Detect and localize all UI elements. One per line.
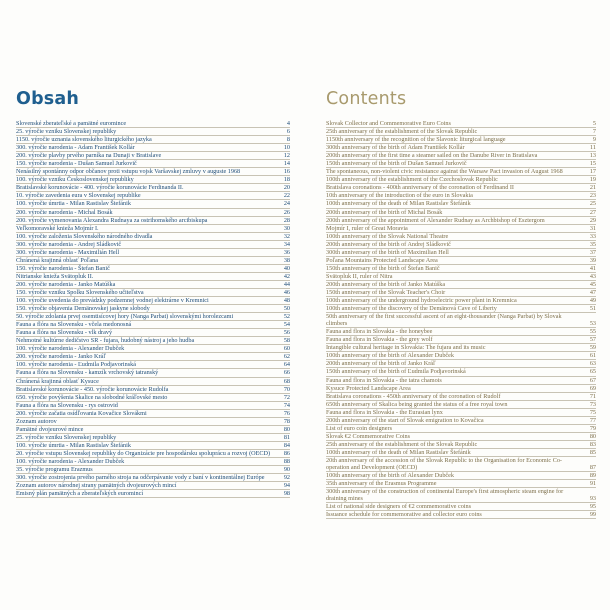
- toc-entry-page: 10: [283, 144, 290, 152]
- toc-entry: [326, 305, 596, 313]
- toc-entry-page: 8: [286, 136, 290, 144]
- toc-entry: [16, 233, 290, 241]
- toc-entry-page: 56: [283, 329, 290, 337]
- toc-entry-title: Fauna and flora in Slovakia - the honeybee: [326, 328, 433, 336]
- toc-entry-page: 68: [283, 377, 290, 385]
- toc-entry-page: 43: [589, 272, 596, 280]
- toc-entry: [16, 369, 290, 377]
- toc-entry: [16, 136, 290, 144]
- toc-list-english: [326, 120, 596, 519]
- toc-entry-title: Fauna a flóra na Slovensku - včela medonosná: [16, 321, 132, 329]
- toc-entry: [326, 377, 596, 385]
- toc-entry-title: 100th anniversary of the birth of Alexander Dubček: [326, 352, 455, 360]
- toc-entry-page: 29: [589, 216, 596, 224]
- toc-entry: [16, 281, 290, 289]
- toc-entry-title: 100th anniversary of the death of Milan Rastislav Štefánik: [326, 448, 471, 456]
- toc-entry: [326, 136, 596, 144]
- toc-entry-title: 50. výročie zdolania prvej osemtisícovej hory (Nanga Parbat) slovenskými horolezcami: [16, 313, 234, 321]
- toc-entry-title: Bratislavské korunovácie - 450. výročie korunovácie Rudolfa: [16, 385, 169, 393]
- toc-entry-page: 44: [283, 280, 290, 288]
- toc-entry-title: 150. výročie objavenia Demänovskej jaskyne slobody: [16, 305, 150, 313]
- toc-entry-title: 200. výročie narodenia - Michal Bosák: [16, 208, 113, 216]
- toc-entry-page: 72: [283, 393, 290, 401]
- toc-entry-page: 4: [286, 120, 290, 127]
- toc-entry-title: 100th anniversary of the underground hydroelectric power plant in Kremnica: [326, 297, 517, 305]
- toc-entry: [326, 120, 596, 128]
- toc-entry-page: 25: [589, 200, 596, 208]
- toc-entry-title: 150th anniversary of the Slovak Teacher's Choir: [326, 288, 446, 296]
- toc-entry: [326, 449, 596, 457]
- toc-entry-title: 100th anniversary of the death of Milan Rastislav Štefánik: [326, 200, 471, 208]
- toc-entry-title: Poľana Mountains Protected Landscape Area: [326, 256, 438, 264]
- toc-entry: [16, 466, 290, 474]
- toc-entry-title: 200th anniversary of the birth of Andrej Sládkovič: [326, 240, 451, 248]
- toc-entry: [326, 480, 596, 488]
- toc-entry-page: 80: [283, 425, 290, 433]
- toc-entry-page: 27: [589, 208, 596, 216]
- toc-entry-page: 28: [283, 216, 290, 224]
- toc-entry-page: 58: [283, 337, 290, 345]
- toc-entry: [326, 417, 596, 425]
- toc-entry: [16, 128, 290, 136]
- toc-entry-page: 95: [589, 503, 596, 511]
- toc-entry-page: 55: [589, 328, 596, 336]
- toc-entry: [326, 472, 596, 480]
- toc-entry-page: 70: [283, 385, 290, 393]
- toc-entry: [326, 209, 596, 217]
- toc-entry-page: 67: [589, 376, 596, 384]
- toc-entry-page: 13: [589, 152, 596, 160]
- toc-entry: [326, 273, 596, 281]
- toc-entry-page: 51: [589, 305, 596, 313]
- toc-entry-title: Bratislava coronations - 400th anniversary of the coronation of Ferdinand II: [326, 184, 514, 192]
- toc-entry: [326, 184, 596, 192]
- toc-entry-title: 10th anniversary of the introduction of the euro in Slovakia: [326, 192, 473, 200]
- toc-entry: [16, 184, 290, 192]
- toc-entry-title: 200th anniversary of the appointment of Alexander Rudnay as Archbishop of Esztergom: [326, 216, 545, 224]
- toc-entry: [16, 329, 290, 337]
- toc-entry: [326, 289, 596, 297]
- toc-entry-page: 6: [286, 128, 290, 136]
- toc-entry: [326, 393, 596, 401]
- toc-entry: [326, 503, 596, 511]
- toc-entry-page: 17: [589, 168, 596, 176]
- toc-entry: [326, 176, 596, 184]
- toc-entry: [16, 402, 290, 410]
- toc-entry-page: 36: [283, 248, 290, 256]
- toc-entry: [326, 401, 596, 409]
- toc-entry: [326, 152, 596, 160]
- toc-entry: [16, 273, 290, 281]
- toc-entry-page: 50: [283, 305, 290, 313]
- toc-entry-title: Pamätné dvojeurové mince: [16, 425, 84, 433]
- toc-entry-page: 38: [283, 256, 290, 264]
- toc-entry: [16, 482, 290, 490]
- toc-entry-page: 76: [283, 409, 290, 417]
- toc-entry: [16, 474, 290, 482]
- toc-entry-title: 300. výročie zostrojenia prvého parného stroja na odčerpávanie vody z baní v kontinentálnej Európe: [16, 474, 265, 482]
- toc-entry-page: 52: [283, 313, 290, 321]
- toc-entry: [326, 352, 596, 360]
- toc-entry-title: 100th anniversary of the Slovak National Theatre: [326, 232, 449, 240]
- toc-entry-page: 63: [589, 360, 596, 368]
- toc-entry: [16, 176, 290, 184]
- toc-entry-page: 80: [589, 432, 596, 440]
- toc-entry: [326, 297, 596, 305]
- toc-entry-title: Slovak Collector and Commemorative Euro Coins: [326, 120, 451, 127]
- toc-entry-title: Emisný plán pamätných a zberateľských euromincí: [16, 490, 144, 498]
- toc-entry-page: 79: [589, 424, 596, 432]
- toc-entry-title: 150. výročie narodenia - Štefan Banič: [16, 264, 110, 272]
- toc-entry: [326, 368, 596, 376]
- toc-entry-title: Svätopluk II, ruler of Nitra: [326, 272, 393, 280]
- toc-entry: [16, 289, 290, 297]
- toc-entry-page: 39: [589, 256, 596, 264]
- toc-entry-title: 200th anniversary of the first time a steamer sailed on the Danube River in Bratislava: [326, 152, 538, 160]
- toc-entry-page: 77: [589, 416, 596, 424]
- toc-entry: [16, 249, 290, 257]
- toc-heading-slovak: Obsah: [16, 89, 80, 109]
- toc-entry: [326, 409, 596, 417]
- toc-entry: [326, 225, 596, 233]
- toc-entry-page: 49: [589, 297, 596, 305]
- toc-entry-page: 85: [589, 448, 596, 456]
- toc-entry-page: 98: [283, 490, 290, 498]
- toc-entry: [326, 249, 596, 257]
- toc-entry: [16, 337, 290, 345]
- toc-entry: [16, 490, 290, 498]
- toc-entry: [326, 433, 596, 441]
- toc-entry-page: 87: [589, 464, 596, 472]
- toc-entry-title: Slovak €2 Commemorative Coins: [326, 432, 411, 440]
- toc-entry: [16, 225, 290, 233]
- toc-entry-page: 94: [283, 482, 290, 490]
- toc-entry: [16, 200, 290, 208]
- toc-entry-title: 100. výročie narodenia - Alexander Dubček: [16, 457, 125, 465]
- toc-column-slovak: [16, 88, 290, 498]
- toc-entry-page: 21: [589, 184, 596, 192]
- toc-entry-page: 73: [589, 400, 596, 408]
- toc-column-english: [326, 88, 596, 519]
- toc-entry: [16, 160, 290, 168]
- toc-entry-page: 83: [589, 440, 596, 448]
- toc-entry: [16, 120, 290, 128]
- toc-entry-title: Mojmír I, ruler of Great Moravia: [326, 224, 408, 232]
- toc-entry: [16, 442, 290, 450]
- toc-entry-page: 65: [589, 368, 596, 376]
- toc-entry-title: Fauna a flóra na Slovensku - kamzík vrchovský tatranský: [16, 369, 159, 377]
- toc-entry: [16, 394, 290, 402]
- toc-entry-title: 200th anniversary of the birth of Janko Kráľ: [326, 360, 436, 368]
- toc-entry-page: 69: [589, 384, 596, 392]
- toc-entry-page: 46: [283, 288, 290, 296]
- toc-entry: [326, 328, 596, 336]
- toc-entry-page: 62: [283, 353, 290, 361]
- toc-entry: [16, 321, 290, 329]
- toc-entry-title: 100. výročie narodenia - Ľudmila Podjavorinská: [16, 361, 136, 369]
- toc-entry: [326, 441, 596, 449]
- toc-entry-page: 16: [283, 168, 290, 176]
- toc-entry-title: Fauna and flora in Slovakia - the tatra chamois: [326, 376, 442, 384]
- toc-entry-title: 1150. výročie uznania slovenského liturgického jazyka: [16, 136, 152, 144]
- toc-entry: [16, 144, 290, 152]
- toc-entry-title: 20th anniversary of the accession of the Slovak Republic to the Organisation for Economic Co-operation and Development (OECD): [326, 456, 562, 472]
- toc-entry-page: 47: [589, 288, 596, 296]
- toc-entry-page: 9: [592, 136, 596, 144]
- toc-entry: [16, 305, 290, 313]
- toc-entry-title: Chránená krajinná oblasť Kysuce: [16, 377, 99, 385]
- toc-entry-title: 300th anniversary of the birth of Adam František Kollár: [326, 144, 465, 152]
- toc-entry: [326, 160, 596, 168]
- toc-entry-title: Zoznam autorov: [16, 417, 57, 425]
- toc-entry-page: 86: [283, 449, 290, 457]
- toc-entry: [326, 457, 596, 472]
- toc-entry: [16, 361, 290, 369]
- toc-entry: [16, 257, 290, 265]
- toc-entry-title: Fauna and flora in Slovakia - the Eurasian lynx: [326, 408, 443, 416]
- toc-entry-title: 100. výročie uvedenia do prevádzky podzemnej vodnej elektrárne v Kremnici: [16, 297, 209, 305]
- toc-entry-title: Slovenské zberateľské a pamätné euromince: [16, 120, 127, 127]
- toc-entry: [326, 257, 596, 265]
- toc-entry-title: Kysuce Protected Landscape Area: [326, 384, 411, 392]
- toc-entry-title: 100th anniversary of the establishment of the Czechoslovak Republic: [326, 176, 498, 184]
- toc-entry: [16, 152, 290, 160]
- toc-entry-page: 93: [589, 495, 596, 503]
- toc-entry-title: Bratislava coronations - 450th anniversary of the coronation of Rudolf: [326, 392, 501, 400]
- toc-entry-page: 75: [589, 408, 596, 416]
- toc-entry: [326, 313, 596, 328]
- toc-entry-page: 26: [283, 208, 290, 216]
- toc-entry-page: 34: [283, 240, 290, 248]
- toc-entry: [326, 233, 596, 241]
- toc-entry-page: 92: [283, 474, 290, 482]
- toc-entry-title: 300. výročie narodenia - Adam František Kollár: [16, 144, 135, 152]
- toc-entry-page: 33: [589, 232, 596, 240]
- toc-entry-title: 25. výročie vzniku Slovenskej republiky: [16, 128, 117, 136]
- toc-entry: [16, 345, 290, 353]
- toc-entry: [16, 209, 290, 217]
- toc-entry-page: 15: [589, 160, 596, 168]
- toc-entry-title: 300. výročie narodenia - Andrej Sládkovič: [16, 240, 122, 248]
- toc-entry-page: 61: [589, 352, 596, 360]
- toc-entry-page: 14: [283, 160, 290, 168]
- toc-entry-title: 200th anniversary of the start of Slovak emigration to Kovačica: [326, 416, 484, 424]
- toc-entry-title: 100. výročie založenia Slovenského národného divadla: [16, 232, 153, 240]
- toc-entry-title: Veľkomoravské knieža Mojmír I.: [16, 224, 99, 232]
- toc-entry: [326, 336, 596, 344]
- toc-entry-page: 45: [589, 280, 596, 288]
- toc-entry-title: Bratislavské korunovácie - 400. výročie korunovácie Ferdinanda II.: [16, 184, 184, 192]
- toc-entry-title: 100. výročie úmrtia - Milan Rastislav Štefánik: [16, 441, 131, 449]
- toc-entry-title: Nenásilný spontánny odpor občanov proti vstupu vojsk Varšavskej zmluvy v auguste 1968: [16, 168, 241, 176]
- toc-entry-title: 50th anniversary of the first successful ascent of an eight-thousander (Nanga Parbat) by Slovak climbers: [326, 313, 562, 328]
- toc-entry-page: 66: [283, 369, 290, 377]
- toc-entry: [16, 297, 290, 305]
- toc-entry: [16, 378, 290, 386]
- toc-entry-title: 35th anniversary of the Erasmus Programme: [326, 480, 437, 488]
- toc-entry-page: 74: [283, 401, 290, 409]
- toc-entry-title: 100th anniversary of the birth of Alexander Dubček: [326, 472, 455, 480]
- toc-entry-title: 150th anniversary of the birth of Štefan Banič: [326, 264, 440, 272]
- toc-entry-title: 300th anniversary of the construction of continental Europe's first atmospheric steam engine for draining mines: [326, 488, 564, 503]
- toc-entry-title: 100. výročie vzniku Československej republiky: [16, 176, 134, 184]
- toc-entry-title: 25th anniversary of the establishment of the Slovak Republic: [326, 128, 478, 136]
- toc-entry-title: 100. výročie narodenia - Alexander Dubček: [16, 345, 125, 353]
- toc-entry-title: 200. výročie narodenia - Janko Kráľ: [16, 353, 106, 361]
- toc-entry-page: 53: [589, 320, 596, 328]
- toc-entry-title: 1150th anniversary of the recognition of the Slavonic liturgical language: [326, 136, 506, 144]
- toc-entry-title: Zoznam autorov národnej strany pamätných dvojeurových mincí: [16, 482, 177, 490]
- toc-entry: [16, 353, 290, 361]
- toc-entry: [326, 144, 596, 152]
- toc-entry-title: 35. výročie programu Erazmus: [16, 466, 93, 474]
- toc-entry: [16, 418, 290, 426]
- toc-entry-title: 150. výročie narodenia - Dušan Samuel Jurkovič: [16, 160, 137, 168]
- toc-list-slovak: [16, 120, 290, 498]
- toc-entry: [16, 217, 290, 225]
- toc-entry-title: 150. výročie vzniku Spolku Slovenského učiteľstva: [16, 288, 144, 296]
- toc-entry: [326, 265, 596, 273]
- toc-entry-title: 10. výročie zavedenia eura v Slovenskej republike: [16, 192, 141, 200]
- toc-entry-title: 100th anniversary of the discovery of the Demänová Cave of Liberty: [326, 305, 497, 313]
- toc-entry: [326, 281, 596, 289]
- toc-entry-page: 11: [590, 144, 596, 152]
- toc-entry-page: 88: [283, 457, 290, 465]
- toc-entry: [16, 426, 290, 434]
- toc-entry-page: 5: [592, 120, 596, 127]
- toc-entry: [16, 410, 290, 418]
- toc-entry-title: 20. výročie vstupu Slovenskej republiky do Organizácie pre hospodársku spoluprácu a rozvoj (OECD): [16, 449, 271, 457]
- toc-entry-title: Issuance schedule for commemorative and collector euro coins: [326, 511, 482, 519]
- toc-entry-title: 150th anniversary of the birth of Dušan Samuel Jurkovič: [326, 160, 467, 168]
- toc-entry-title: 100. výročie úmrtia - Milan Rastislav Štefánik: [16, 200, 131, 208]
- toc-entry-page: 31: [589, 224, 596, 232]
- toc-entry: [16, 386, 290, 394]
- toc-entry: [326, 217, 596, 225]
- toc-entry-page: 18: [283, 176, 290, 184]
- toc-heading-english: Contents: [326, 89, 407, 109]
- toc-entry-page: 42: [283, 272, 290, 280]
- toc-entry: [16, 313, 290, 321]
- toc-entry-title: Chránená krajinná oblasť Poľana: [16, 256, 98, 264]
- toc-entry-page: 91: [589, 480, 596, 488]
- toc-entry-title: 200. výročie narodenia - Janko Matúška: [16, 280, 116, 288]
- toc-entry-page: 54: [283, 321, 290, 329]
- toc-entry: [16, 450, 290, 458]
- toc-entry-page: 19: [589, 176, 596, 184]
- toc-entry-title: 25. výročie vzniku Slovenskej republiky: [16, 433, 117, 441]
- toc-entry-page: 99: [589, 511, 596, 519]
- toc-entry-page: 22: [283, 192, 290, 200]
- toc-entry-page: 23: [589, 192, 596, 200]
- toc-entry-title: 650th anniversary of Skalica being granted the status of a free royal town: [326, 400, 508, 408]
- toc-entry: [16, 458, 290, 466]
- toc-entry-page: 40: [283, 264, 290, 272]
- toc-entry-title: List of national side designers of €2 commemorative coins: [326, 503, 472, 511]
- toc-entry: [16, 265, 290, 273]
- toc-entry-page: 60: [283, 345, 290, 353]
- toc-entry: [326, 385, 596, 393]
- toc-entry-page: 30: [283, 224, 290, 232]
- toc-entry-title: The spontaneous, non-violent civic resistance against the Warsaw Pact invasion of August 1968: [326, 168, 563, 176]
- toc-entry-page: 84: [283, 441, 290, 449]
- toc-entry-page: 24: [283, 200, 290, 208]
- toc-entry-page: 48: [283, 297, 290, 305]
- toc-entry-title: 200. výročie plavby prvého parníka na Dunaji v Bratislave: [16, 152, 162, 160]
- toc-entry-page: 7: [592, 128, 596, 136]
- toc-entry-page: 41: [589, 264, 596, 272]
- toc-entry-page: 57: [589, 336, 596, 344]
- toc-entry: [326, 511, 596, 519]
- toc-entry-page: 12: [283, 152, 290, 160]
- toc-entry-page: 59: [589, 344, 596, 352]
- toc-entry-page: 37: [589, 248, 596, 256]
- toc-entry-page: 81: [283, 433, 290, 441]
- toc-entry: [326, 488, 596, 503]
- toc-entry-title: Intangible cultural heritage in Slovakia: The fujara and its music: [326, 344, 486, 352]
- toc-entry: [16, 241, 290, 249]
- toc-entry-page: 89: [589, 472, 596, 480]
- toc-entry-title: 200th anniversary of the birth of Michal Bosák: [326, 208, 443, 216]
- toc-entry-page: 71: [589, 392, 596, 400]
- toc-entry-title: List of euro coin designers: [326, 424, 392, 432]
- toc-entry-title: 200. výročie začatia osídľovania Kovačice Slovákmi: [16, 409, 147, 417]
- toc-entry-page: 78: [283, 417, 290, 425]
- toc-entry-page: 20: [283, 184, 290, 192]
- toc-entry: [326, 425, 596, 433]
- toc-entry-title: 300th anniversary of the birth of Maximilian Hell: [326, 248, 449, 256]
- toc-entry-page: 35: [589, 240, 596, 248]
- toc-entry-title: Fauna a flóra na Slovensku - rys ostrovid: [16, 401, 118, 409]
- toc-entry-title: 150th anniversary of the birth of Ľudmila Podjavorinská: [326, 368, 466, 376]
- toc-entry-page: 90: [283, 466, 290, 474]
- toc-entry-title: Nehmotné kultúrne dedičstvo SR - fujara, hudobný nástroj a jeho hudba: [16, 337, 195, 345]
- toc-entry-title: Fauna a flóra na Slovensku - vlk dravý: [16, 329, 113, 337]
- toc-entry: [326, 360, 596, 368]
- toc-entry-page: 64: [283, 361, 290, 369]
- toc-entry-page: 32: [283, 232, 290, 240]
- toc-entry: [326, 168, 596, 176]
- toc-entry: [16, 434, 290, 442]
- toc-entry-title: 300. výročie narodenia - Maximilián Hell: [16, 248, 120, 256]
- toc-entry-title: Nitrianske knieža Svätopluk II.: [16, 272, 94, 280]
- toc-entry-title: 200. výročie vymenovania Alexandra Rudnaya za ostrihomského arcibiskupa: [16, 216, 208, 224]
- toc-entry: [326, 200, 596, 208]
- toc-entry-title: 650. výročie povýšenia Skalice na slobodné kráľovské mesto: [16, 393, 168, 401]
- toc-entry-title: 200th anniversary of the birth of Janko Matúška: [326, 280, 446, 288]
- toc-entry: [326, 128, 596, 136]
- toc-entry: [326, 344, 596, 352]
- toc-entry: [326, 241, 596, 249]
- toc-entry-title: Fauna and flora in Slovakia - the grey wolf: [326, 336, 433, 344]
- toc-entry-title: 25th anniversary of the establishment of the Slovak Republic: [326, 440, 478, 448]
